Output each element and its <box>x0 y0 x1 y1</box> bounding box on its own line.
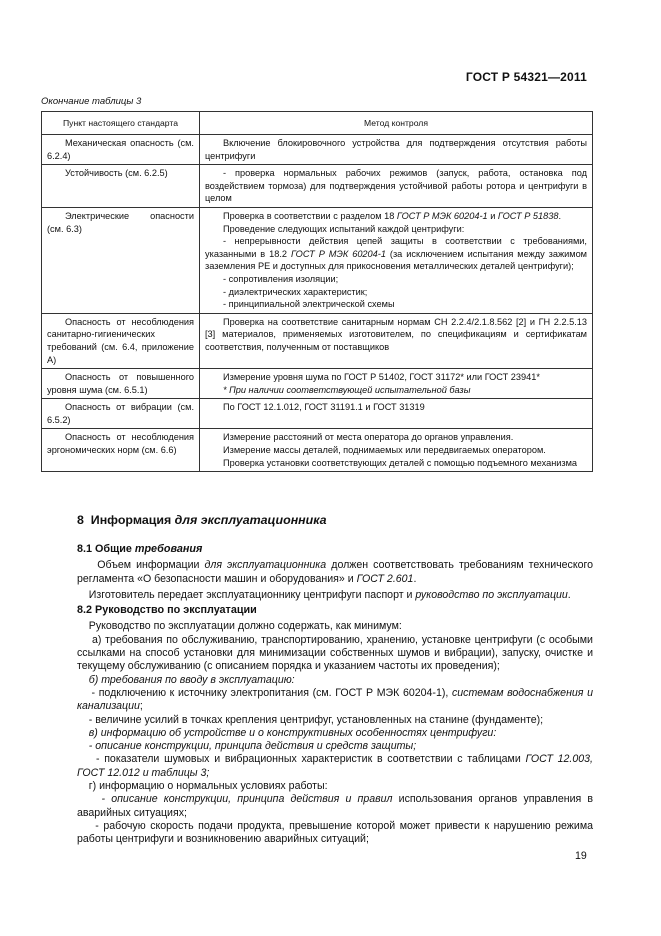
list-item: а) требования по обслуживанию, транспортированию, хранению, установке центрифуги (с особыми ссылками на способ установки для минимизации собственных шумов и вибрации), запуску, очистке и текущему обслуживанию (с описанием порядка и указанием частоты их проведения); <box>77 633 593 673</box>
method-cell: - проверка нормальных рабочих режимов (запуск, работа, остановка под воздействием тормоза) для подтверждения устойчивой работы ротора и центрифуги в целом <box>200 165 593 208</box>
list-item: - описание конструкции, принципа действия и правил использования органов управления в аварийных ситуациях; <box>77 793 593 819</box>
method-cell: Измерение расстояний от места оператора до органов управления. Измерение массы деталей, поднимаемых или передвигаемых оператором. Проверка установки соответствующих деталей с помощью подъемного механизма <box>200 429 593 472</box>
clause-cell: Электрические опасности (см. 6.3) <box>42 207 200 313</box>
list-item: г) информацию о нормальных условиях работы: <box>88 780 328 793</box>
list-item: б) требования по вводу в эксплуатацию: <box>88 673 295 686</box>
paragraph: Изготовитель передает эксплуатационнику центрифуги паспорт и руководство по эксплуатации. <box>88 588 571 601</box>
table-caption: Окончание таблицы 3 <box>41 96 142 107</box>
table-row <box>42 429 593 472</box>
subsection-heading-8-1: 8.1 Общие требования <box>77 543 203 555</box>
method-cell: Проверка на соответствие санитарным нормам СН 2.2.4/2.1.8.562 [2] и ГН 2.2.5.13 [3] материалов, применяемых изготовителем, по спецификациям и сертификатам соответствия, полученным от поставщиков <box>200 313 593 368</box>
control-methods-table <box>41 111 593 472</box>
clause-cell: Опасность от вибрации (см. 6.5.2) <box>42 399 200 429</box>
table-row <box>42 369 593 399</box>
clause-cell: Устойчивость (см. 6.2.5) <box>42 165 200 208</box>
page-number: 19 <box>575 850 587 862</box>
paragraph: Объем информации для эксплуатационника должен соответствовать требованиям технического регламента «О безопасности машин и оборудования» и ГОСТ 2.601. <box>77 559 594 585</box>
list-item: - рабочую скорость подачи продукта, превышение которой может привести к нарушению режима работы центрифуги и возникновению аварийных ситуаций; <box>77 819 593 846</box>
clause-cell: Опасность от несоблюдения эргономических норм (см. 6.6) <box>42 429 200 472</box>
paragraph: Руководство по эксплуатации должно содержать, как минимум: <box>88 620 402 633</box>
clause-cell: Опасность от несоблюдения санитарно-гигиенических требований (см. 6.4, приложение А) <box>42 313 200 368</box>
clause-cell: Опасность от повышенного уровня шума (см. 6.5.1) <box>42 369 200 399</box>
list-item: - показатели шумовых и вибрационных характеристик в соответствии с таблицами ГОСТ 12.003, ГОСТ 12.012 и таблицы 3; <box>77 753 593 779</box>
subsection-heading-8-2: 8.2 Руководство по эксплуатации <box>77 604 257 617</box>
table-footnote: * При наличии соответствующей испытательной базы <box>223 384 471 395</box>
table-row <box>42 135 593 165</box>
table-row <box>42 399 593 429</box>
column-header-clause: Пункт настоящего стандарта <box>42 112 200 135</box>
list-item: в) информацию об устройстве и о конструктивных особенностях центрифуги: <box>88 726 497 739</box>
section-body <box>77 543 593 847</box>
table-row <box>42 165 593 208</box>
standard-number: ГОСТ Р 54321—2011 <box>465 70 587 84</box>
list-item: - описание конструкции, принципа действия и средств защиты; <box>88 740 417 753</box>
list-item: - подключению к источнику электропитания (см. ГОСТ Р МЭК 60204-1), системам водоснабжения и канализации; <box>77 686 593 713</box>
method-cell: Включение блокировочного устройства для подтверждения отсутствия работы центрифуги <box>200 135 593 165</box>
table-header-row <box>42 112 593 135</box>
column-header-method: Метод контроля <box>200 112 593 135</box>
list-item: - величине усилий в точках крепления центрифуг, установленных на станине (фундаменте); <box>88 713 544 726</box>
clause-cell: Механическая опасность (см. 6.2.4) <box>42 135 200 165</box>
method-cell: По ГОСТ 12.1.012, ГОСТ 31191.1 и ГОСТ 31319 <box>200 399 593 429</box>
table-row <box>42 207 593 313</box>
method-cell: Проверка в соответствии с разделом 18 ГОСТ Р МЭК 60204-1 и ГОСТ Р 51838. Проведение следующих испытаний каждой центрифуги: - непрерывности действия цепей защиты в соответствии с требованиями, указанными в 18.2 ГОСТ Р МЭК 60204-1 (за исключением испытания между зажимом заземления РЕ и доступных для прикосновения металлических деталей центрифуги); - сопротивления изоляции; - диэлектрических характеристик; - принципиальной электрической схемы <box>200 207 593 313</box>
table-row <box>42 313 593 368</box>
method-cell: Измерение уровня шума по ГОСТ Р 51402, ГОСТ 31172* или ГОСТ 23941* * При наличии соответствующей испытательной базы <box>200 369 593 399</box>
section-heading: 8 Информация для эксплуатационника <box>77 513 327 527</box>
